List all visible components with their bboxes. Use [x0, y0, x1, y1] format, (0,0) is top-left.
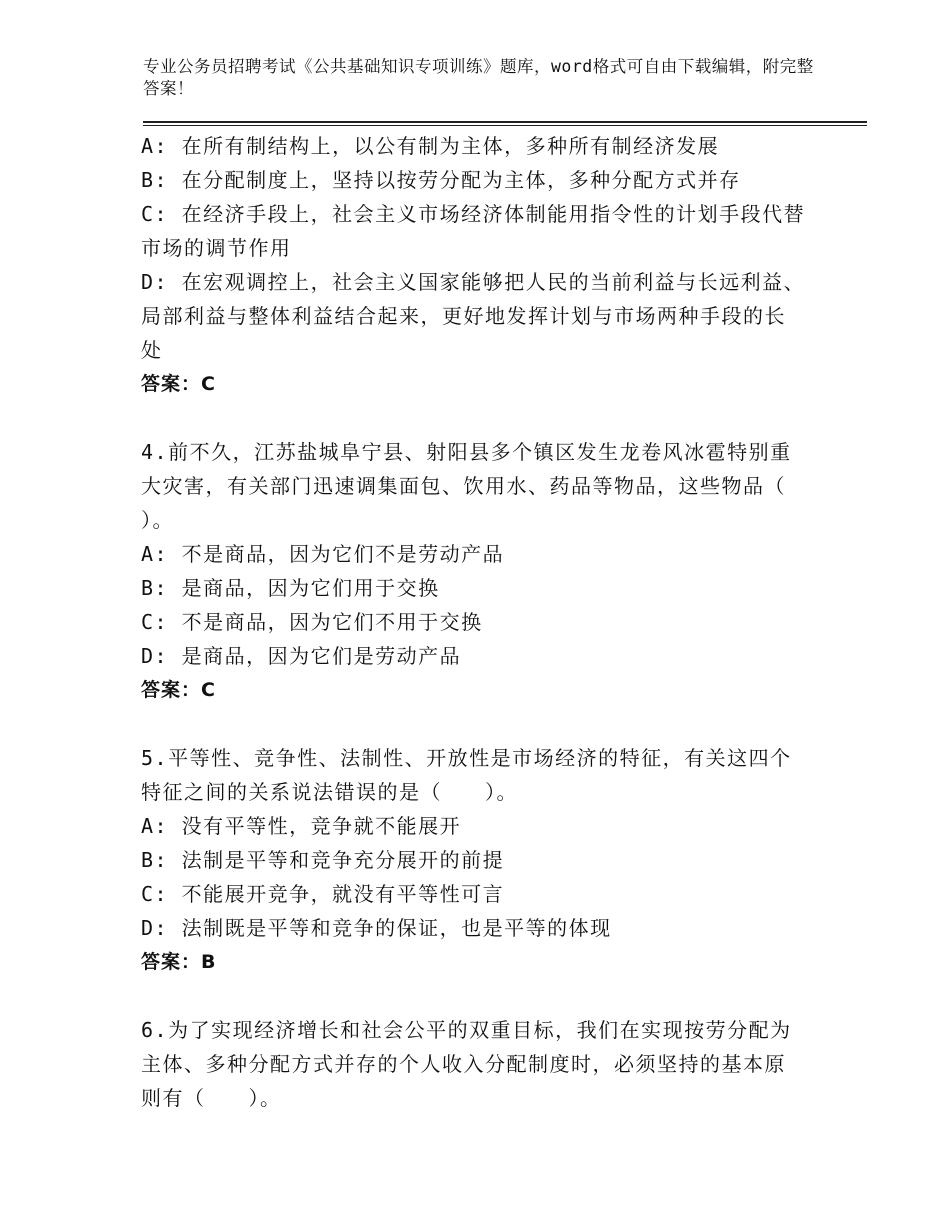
header-divider-thin — [143, 125, 867, 126]
question-5 — [141, 741, 821, 979]
question-stem: 6.为了实现经济增长和社会公平的双重目标，我们在实现按劳分配为 — [141, 1018, 792, 1042]
question-stem: 5.平等性、竞争性、法制性、开放性是市场经济的特征，有关这四个 — [141, 746, 792, 770]
option-d: D: 是商品，因为它们是劳动产品 — [141, 644, 462, 668]
option-d: D: 法制既是平等和竞争的保证，也是平等的体现 — [141, 916, 612, 940]
answer-label: 答案：C — [141, 679, 216, 701]
spacer — [141, 401, 821, 435]
question-stem: 特征之间的关系说法错误的是（ ）。 — [141, 780, 518, 804]
spacer — [141, 707, 821, 741]
option-a: A: 在所有制结构上，以公有制为主体，多种所有制经济发展 — [141, 134, 720, 158]
answer-label: 答案：C — [141, 373, 216, 395]
option-b: B: 在分配制度上，坚持以按劳分配为主体，多种分配方式并存 — [141, 168, 741, 192]
question-6 — [141, 1013, 821, 1115]
option-b: B: 法制是平等和竞争充分展开的前提 — [141, 848, 505, 872]
question-stem: 则有（ ）。 — [141, 1086, 282, 1110]
question-4 — [141, 435, 821, 707]
question-stem: ）。 — [141, 508, 174, 532]
option-c: C: 不是商品，因为它们不用于交换 — [141, 610, 483, 634]
question-3 — [141, 129, 821, 401]
option-c: C: 在经济手段上，社会主义市场经济体制能用指令性的计划手段代替 — [141, 202, 806, 226]
question-stem: 大灾害，有关部门迅速调集面包、饮用水、药品等物品，这些物品（ — [141, 474, 786, 498]
option-b: B: 是商品，因为它们用于交换 — [141, 576, 440, 600]
spacer — [141, 979, 821, 1013]
option-c-continued: 市场的调节作用 — [141, 236, 292, 260]
answer-label: 答案：B — [141, 951, 217, 973]
option-a: A: 不是商品，因为它们不是劳动产品 — [141, 542, 505, 566]
option-d: D: 在宏观调控上，社会主义国家能够把人民的当前利益与长远利益、 — [141, 270, 806, 294]
header-divider-thick — [143, 121, 867, 123]
option-a: A: 没有平等性，竞争就不能展开 — [141, 814, 462, 838]
option-d-continued: 局部利益与整体利益结合起来，更好地发挥计划与市场两种手段的长 — [141, 304, 786, 328]
option-d-continued: 处 — [141, 338, 163, 362]
document-header — [143, 56, 823, 100]
option-c: C: 不能展开竞争，就没有平等性可言 — [141, 882, 505, 906]
question-content — [141, 129, 821, 1115]
question-stem: 4.前不久，江苏盐城阜宁县、射阳县多个镇区发生龙卷风冰雹特别重 — [141, 440, 792, 464]
question-stem: 主体、多种分配方式并存的个人收入分配制度时，必须坚持的基本原 — [141, 1052, 786, 1076]
header-text: 专业公务员招聘考试《公共基础知识专项训练》题库，word格式可自由下载编辑，附完整答案！ — [143, 57, 814, 98]
